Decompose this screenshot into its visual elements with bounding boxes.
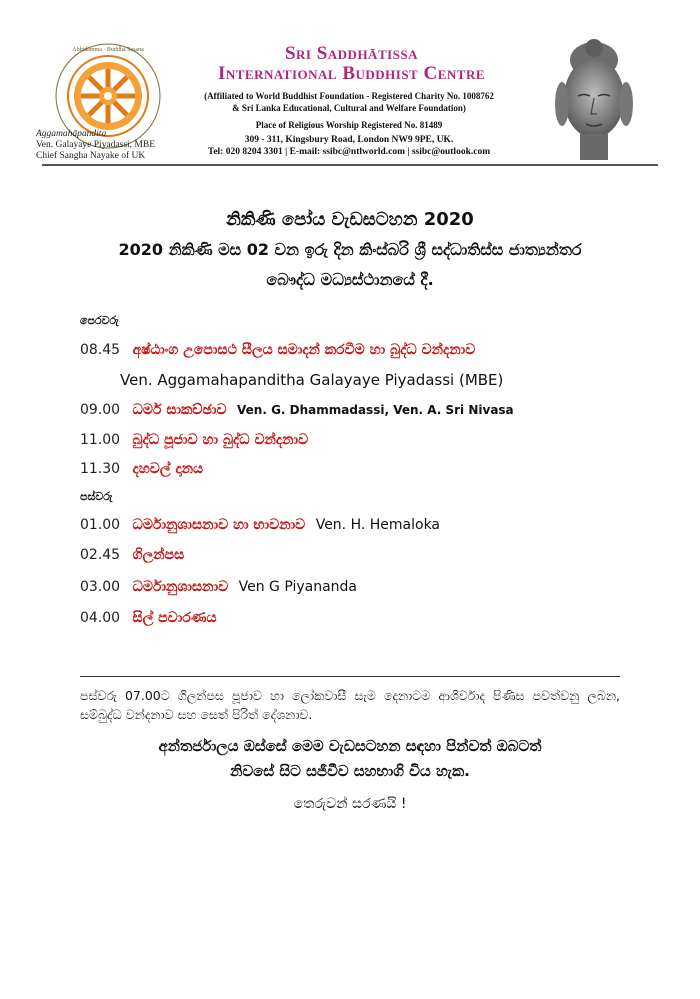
schedule-row bbox=[80, 432, 308, 448]
online-line1: අන්තර්ජාලය ඔස්සේ මෙම වැඩසටහන සඳහා පින්වත් ඔබටත් bbox=[158, 737, 542, 755]
online-participation-notice bbox=[24, 734, 676, 784]
schedule-row bbox=[80, 461, 203, 477]
schedule-row bbox=[80, 342, 475, 358]
schedule-time: 01.00 bbox=[80, 517, 121, 533]
svg-text:Abhidamma · Buddha Sasana: Abhidamma · Buddha Sasana bbox=[72, 47, 144, 53]
affiliation-block bbox=[174, 90, 524, 131]
org-name-line2: International Buddhist Centre bbox=[217, 63, 486, 84]
chair-role: Chief Sangha Nayake of UK bbox=[36, 151, 146, 161]
program-subtitle-line1: 2020 නිකිණි මස 02 වන ඉරු දින කිංස්බරි ශ්‍රී සද්ධාතිස්ස ජාත්‍යන්තර bbox=[118, 240, 582, 259]
schedule-activity: ගිලන්පස bbox=[132, 547, 185, 563]
chair-title: Aggamahāpandita bbox=[36, 129, 107, 139]
schedule-activity: සිල් පවාරණය bbox=[132, 610, 217, 626]
organization-name bbox=[174, 44, 529, 84]
affiliation-line1: (Affiliated to World Buddhist Foundation - Registered Charity No. 1008762 bbox=[204, 91, 494, 101]
address-line: 309 - 311, Kingsbury Road, London NW9 9PE, UK. bbox=[244, 135, 454, 145]
schedule-time: 08.45 bbox=[80, 342, 121, 358]
schedule-time: 09.00 bbox=[80, 402, 121, 418]
program-subtitle-line2: බෞද්ධ මධ්‍යස්ථානයේ දී. bbox=[266, 270, 434, 289]
schedule-activity: ධර්මානුශාසනාව bbox=[132, 579, 229, 595]
schedule-activity: දහවල් දානය bbox=[132, 461, 204, 477]
worship-registration: Place of Religious Worship Registered No. 81489 bbox=[255, 120, 443, 130]
schedule-speaker: Ven. H. Hemaloka bbox=[315, 517, 441, 533]
schedule-speaker: Ven G Piyananda bbox=[238, 579, 357, 595]
schedule-time: 03.00 bbox=[80, 579, 121, 595]
online-line2: නිවසේ සිට සජීවීව සහභාගි විය හැක. bbox=[230, 762, 470, 780]
presiding-monk: Ven. Aggamahapanditha Galayaye Piyadassi (MBE) bbox=[120, 371, 504, 389]
schedule-time: 11.00 bbox=[80, 432, 121, 448]
schedule-time: 11.30 bbox=[80, 461, 121, 477]
contact-line: Tel: 020 8204 3301 | E-mail: ssibc@ntlworld.com | ssibc@outlook.com bbox=[207, 147, 491, 157]
schedule-row bbox=[80, 579, 357, 595]
schedule-speaker: Ven. G. Dhammadassi, Ven. A. Sri Nivasa bbox=[237, 403, 514, 417]
buddha-head-image bbox=[534, 38, 654, 160]
chair-name: Ven. Galayaye Piyadassi, MBE bbox=[36, 140, 155, 150]
contact-block bbox=[174, 134, 524, 158]
affiliation-line2: & Sri Lanka Educational, Cultural and Welfare Foundation) bbox=[232, 103, 466, 113]
afternoon-label: පස්වරු bbox=[80, 490, 113, 503]
schedule-time: 04.00 bbox=[80, 610, 121, 626]
chief-incumbent-block bbox=[36, 129, 186, 162]
evening-note: පස්වරු 07.00ට ගිලන්පස පූජාව හා ලෝකවාසී සැම දෙනාටම ආශිර්වාද පිණිස පවත්වනු ලබන, සම්බුද්ධ වන්දනාව සහ සෙත් පිරිත් දේශනාව. bbox=[80, 688, 620, 722]
schedule-activity: ධර්ම සාකච්ඡාව bbox=[132, 402, 227, 418]
section-divider bbox=[80, 676, 620, 677]
schedule-activity: ධර්මානුශාසනාව හා භාවනාව bbox=[132, 517, 306, 533]
schedule-row bbox=[80, 517, 440, 533]
program-title: නිකිණි පෝය වැඩසටහන 2020 bbox=[226, 209, 474, 230]
header-divider bbox=[42, 164, 658, 166]
schedule-activity: බුද්ධ පූජාව හා බුද්ධ වන්දනාව bbox=[132, 432, 309, 448]
schedule-row bbox=[80, 610, 217, 626]
schedule-time: 02.45 bbox=[80, 547, 121, 563]
closing-blessing: තෙරුවන් සරණයි ! bbox=[293, 796, 407, 812]
org-name-line1: Sri Saddhātissa bbox=[284, 43, 419, 64]
schedule-row bbox=[80, 547, 184, 563]
schedule-row bbox=[80, 402, 514, 418]
morning-label: පෙරවරු bbox=[80, 314, 119, 327]
document-page bbox=[24, 24, 676, 975]
schedule-activity: අෂ්ඨාංග උපොසථ සීලය සමාදන් කරවීම හා බුද්ධ වන්දනාව bbox=[132, 342, 476, 358]
